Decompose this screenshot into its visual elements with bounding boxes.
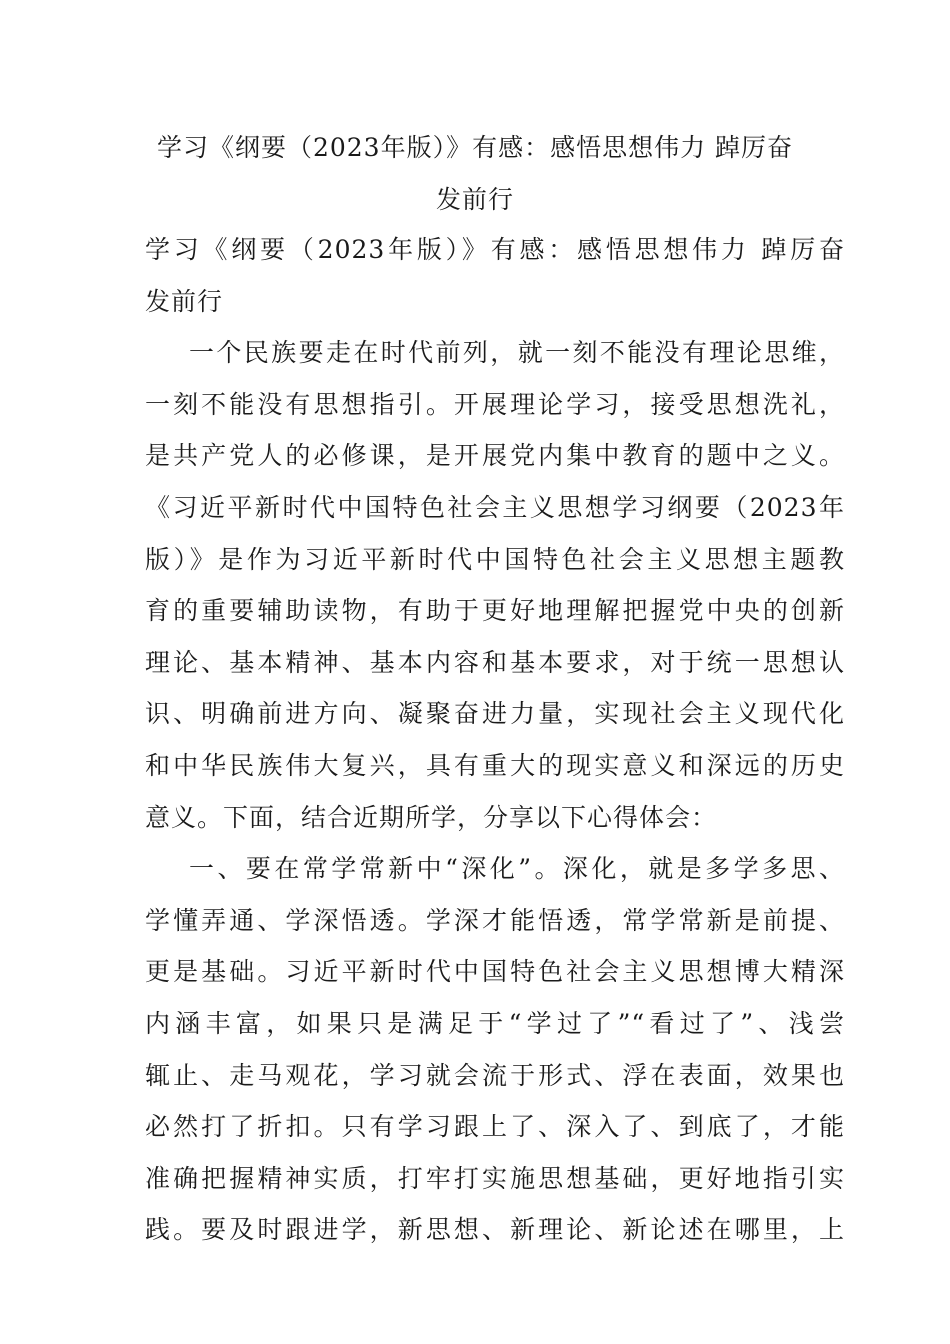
body-line: 内涵丰富，如果只是满足于“学过了”“看过了”、浅尝 bbox=[145, 1008, 845, 1038]
body-line: 辄止、走马观花，学习就会流于形式、浮在表面，效果也 bbox=[145, 1060, 845, 1090]
body-line: 意义。下面，结合近期所学，分享以下心得体会： bbox=[145, 802, 718, 832]
body-line: 和中华民族伟大复兴，具有重大的现实意义和深远的历史 bbox=[145, 750, 845, 780]
body-line: 践。要及时跟进学，新思想、新理论、新论述在哪里，上 bbox=[145, 1215, 845, 1245]
body-line: 版）》是作为习近平新时代中国特色社会主义思想主题教 bbox=[145, 544, 845, 574]
body-line: 学习《纲要（2023年版）》有感：感悟思想伟力 踔厉奋 bbox=[145, 235, 845, 264]
title-line-2: 发前行 bbox=[435, 185, 514, 214]
paragraph-first-line: 一个民族要走在时代前列，就一刻不能没有理论思维， bbox=[189, 338, 845, 368]
paragraph-first-line: 一、要在常学常新中“深化”。深化，就是多学多思、 bbox=[189, 854, 845, 884]
document-body bbox=[145, 224, 845, 1256]
body-line: 《习近平新时代中国特色社会主义思想学习纲要（2023年 bbox=[145, 492, 845, 522]
title-line-1: 学习《纲要（2023年版）》有感：感悟思想伟力 踔厉奋 bbox=[156, 133, 794, 162]
body-line: 准确把握精神实质，打牢打实施思想基础，更好地指引实 bbox=[145, 1163, 845, 1193]
body-line: 理论、基本精神、基本内容和基本要求，对于统一思想认 bbox=[145, 647, 845, 677]
body-line: 更是基础。习近平新时代中国特色社会主义思想博大精深 bbox=[145, 957, 845, 987]
body-line: 发前行 bbox=[145, 286, 224, 316]
body-line: 识、明确前进方向、凝聚奋进力量，实现社会主义现代化 bbox=[145, 699, 845, 729]
body-line: 必然打了折扣。只有学习跟上了、深入了、到底了，才能 bbox=[145, 1112, 845, 1142]
body-line: 是共产党人的必修课，是开展党内集中教育的题中之义。 bbox=[145, 441, 845, 471]
body-line: 学懂弄通、学深悟透。学深才能悟透，常学常新是前提、 bbox=[145, 905, 845, 935]
body-line: 育的重要辅助读物，有助于更好地理解把握党中央的创新 bbox=[145, 596, 845, 626]
body-line: 一刻不能没有思想指引。开展理论学习，接受思想洗礼， bbox=[145, 389, 845, 419]
document-title bbox=[100, 122, 850, 226]
